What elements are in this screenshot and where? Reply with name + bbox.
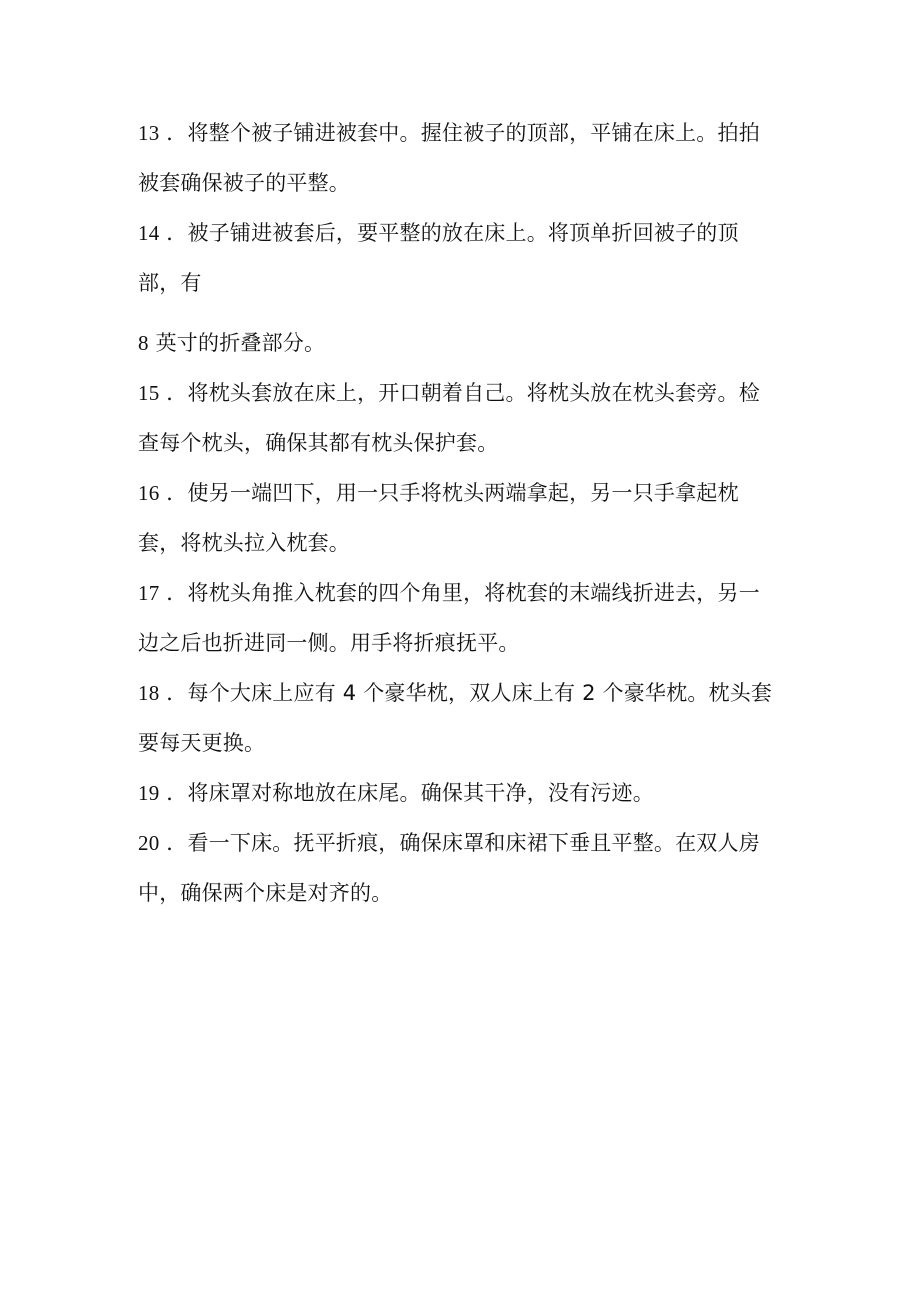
item-text: ．被子铺进被套后，要平整的放在床上。将顶单折回被子的顶部，有 — [138, 221, 739, 295]
list-item-13 — [138, 108, 778, 208]
item-text: ．将枕头套放在床上，开口朝着自己。将枕头放在枕头套旁。检查每个枕头，确保其都有枕头保护套。 — [138, 381, 760, 455]
item-text: ．看一下床。抚平折痕，确保床罩和床裙下垂且平整。在双人房中，确保两个床是对齐的。 — [138, 831, 760, 905]
item-number: 20 — [138, 831, 160, 855]
item-number: 19 — [138, 781, 160, 805]
list-item-14 — [138, 208, 778, 308]
item-number: 15 — [138, 381, 160, 405]
document-body — [138, 108, 778, 918]
item-number: 17 — [138, 581, 160, 605]
item-number: 14 — [138, 221, 160, 245]
item-text: ．将整个被子铺进被套中。握住被子的顶部，平铺在床上。拍拍被套确保被子的平整。 — [138, 121, 760, 195]
item-text: ．将枕头角推入枕套的四个角里，将枕套的末端线折进去，另一边之后也折进同一侧。用手将折痕抚平。 — [138, 581, 760, 655]
list-item-17 — [138, 568, 778, 668]
list-item-20 — [138, 818, 778, 918]
list-item-continuation — [138, 318, 778, 368]
list-item-18 — [138, 668, 778, 768]
list-item-16 — [138, 468, 778, 568]
list-item-15 — [138, 368, 778, 468]
item-text: ．使另一端凹下，用一只手将枕头两端拿起，另一只手拿起枕套，将枕头拉入枕套。 — [138, 481, 739, 555]
item-number: 8 — [138, 331, 149, 355]
item-number: 13 — [138, 121, 160, 145]
item-text: ．将床罩对称地放在床尾。确保其干净，没有污迹。 — [166, 781, 654, 805]
item-text: 英寸的折叠部分。 — [155, 331, 326, 355]
item-number: 16 — [138, 481, 160, 505]
item-text: ．每个大床上应有 4 个豪华枕，双人床上有 2 个豪华枕。枕头套要每天更换。 — [138, 681, 773, 755]
item-number: 18 — [138, 681, 160, 705]
list-item-19 — [138, 768, 778, 818]
